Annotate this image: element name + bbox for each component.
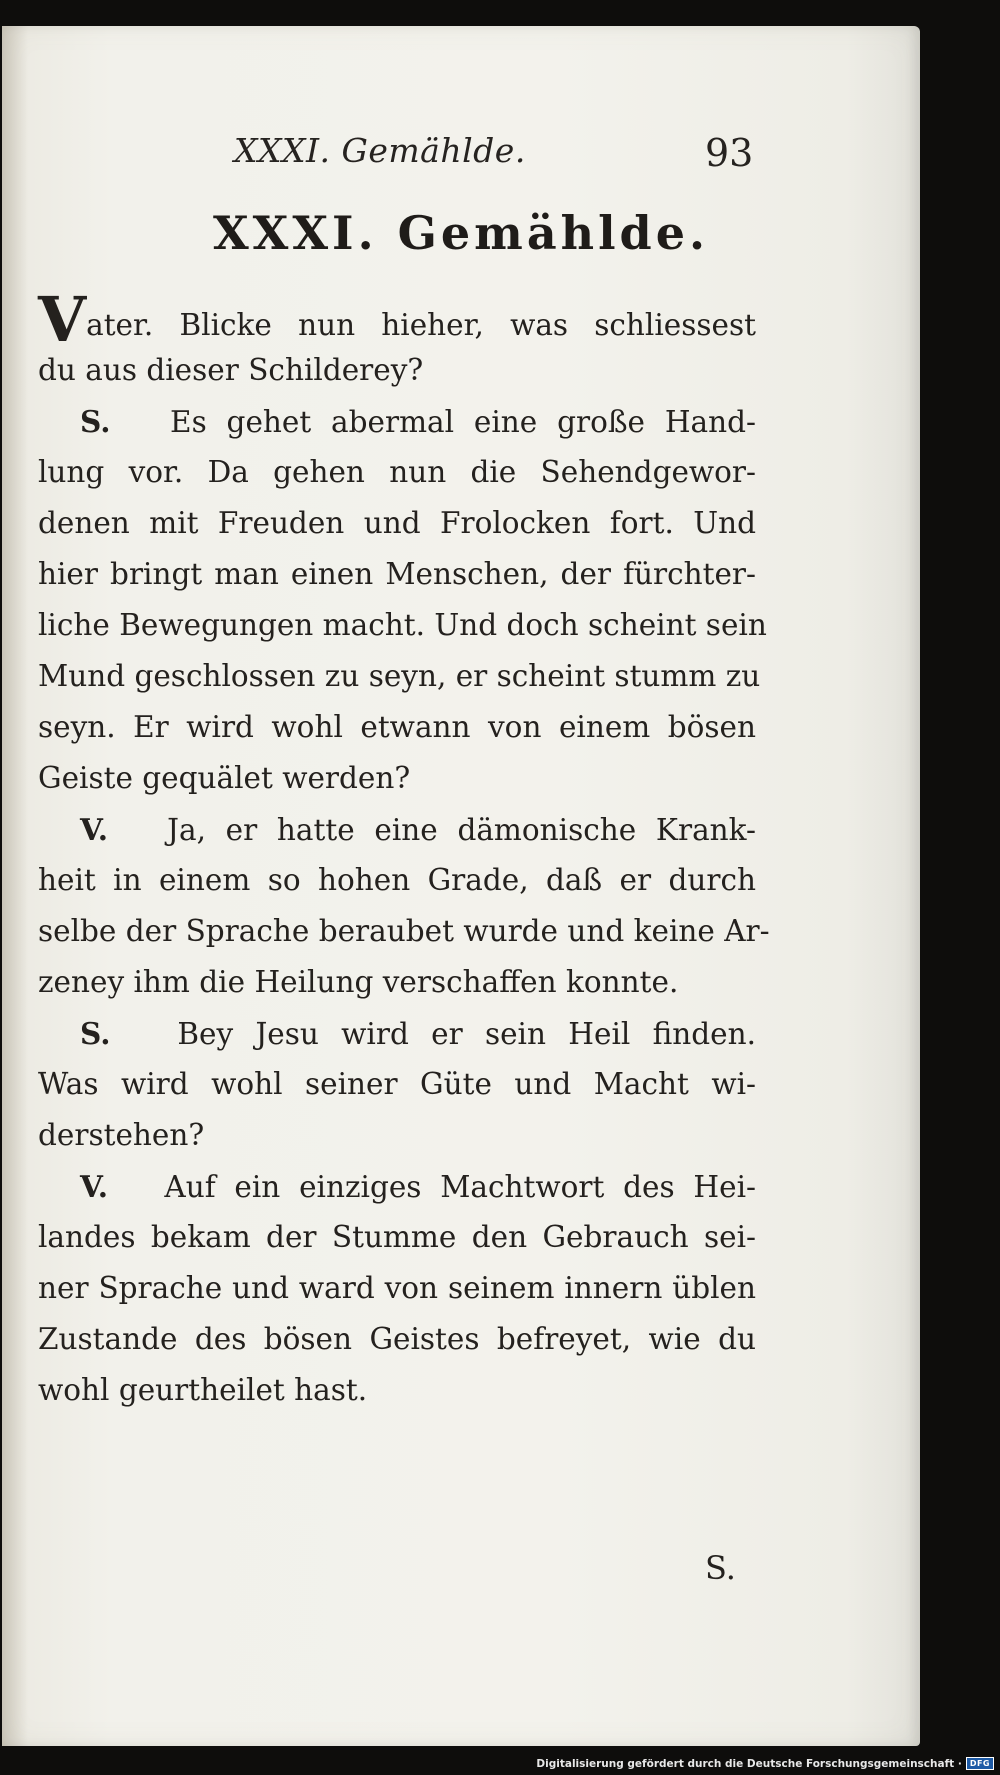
paragraph-vater [38,283,756,396]
page-gutter-shadow [2,26,28,1746]
body-text [38,283,770,1416]
text-line: Mund geschlossen zu seyn, er scheint stumm zu [38,659,761,693]
text-line: lung vor. Da gehen nun die Sehendgewor- [38,455,756,489]
running-head: XXXI. Gemählde. [234,131,526,170]
line-text: ater. Blicke nun hieher, was schliessest [86,308,756,342]
digitization-credit [536,1757,994,1770]
dfg-logo: DFG [966,1757,994,1770]
text-line: du aus dieser Schilderey? [38,353,424,387]
text-line [38,1008,756,1059]
speaker-label: S. [80,404,111,439]
drop-initial: V [38,283,87,356]
text-line [38,1161,756,1212]
text-line: Geiste gequälet werden? [38,761,411,795]
paragraph-sohn-2 [38,1008,756,1161]
line-text: Bey Jesu wird er sein Heil finden. [177,1017,756,1051]
paragraph-vater-3 [38,1161,756,1416]
page-header [2,131,920,191]
paragraph-vater-2 [38,804,770,1008]
book-page [2,26,920,1746]
paragraph-sohn-1 [38,396,767,804]
text-line: Zustande des bösen Geistes befreyet, wie du [38,1322,756,1356]
text-line: landes bekam der Stumme den Gebrauch sei- [38,1220,756,1254]
line-text: Auf ein einziges Machtwort des Hei- [164,1170,756,1204]
speaker-label: V. [80,812,109,847]
text-line [38,396,756,447]
chapter-title: XXXI. Gemählde. [212,206,709,260]
text-line: liche Bewegungen macht. Und doch scheint sein [38,608,767,642]
text-line: wohl geurtheilet hast. [38,1373,368,1407]
text-line: seyn. Er wird wohl etwann von einem bösen [38,710,756,744]
line-text: Ja, er hatte eine dämonische Krank- [167,813,756,847]
credit-text: Digitalisierung gefördert durch die Deutsche Forschungsgemeinschaft · [536,1757,962,1770]
text-line: ner Sprache und ward von seinem innern üblen [38,1271,756,1305]
text-line: Was wird wohl seiner Güte und Macht wi- [38,1067,756,1101]
text-line: denen mit Freuden und Frolocken fort. Und [38,506,756,540]
speaker-label: S. [80,1016,111,1051]
speaker-label: V. [80,1169,109,1204]
line-text: Es gehet abermal eine große Hand- [170,405,756,439]
text-line: derstehen? [38,1118,205,1152]
page-number: 93 [705,131,754,175]
text-line: selbe der Sprache beraubet wurde und keine Ar- [38,914,770,948]
text-line: zeney ihm die Heilung verschaffen konnte. [38,965,679,999]
catchword: S. [705,1549,736,1587]
text-line: heit in einem so hohen Grade, daß er durch [38,863,756,897]
text-line [38,283,756,356]
text-line [38,804,756,855]
text-line: hier bringt man einen Menschen, der fürchter- [38,557,756,591]
